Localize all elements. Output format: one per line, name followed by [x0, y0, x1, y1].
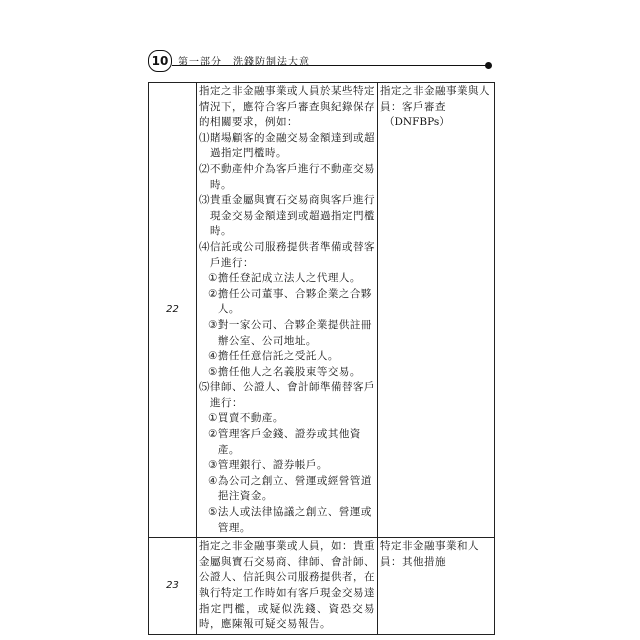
subitem-marker: ①: [208, 272, 218, 285]
item-text: 信託或公司服務提供者準備或替客戶進行：: [210, 240, 375, 269]
item-marker: ⑷: [199, 240, 210, 253]
category-text: 指定之非金融事業與人員：客戶審查: [380, 85, 490, 113]
requirement-subitem: [199, 349, 375, 365]
requirement-cell: [197, 538, 378, 635]
subitem-text: 法人或法律協議之創立、營運或管理。: [217, 506, 372, 534]
row-number: 23: [149, 538, 197, 635]
subitem-marker: ⑤: [208, 506, 218, 519]
subitem-marker: ④: [208, 350, 218, 363]
category-cell: [378, 538, 495, 635]
item-text: 律師、公證人、會計師準備替客戶進行：: [210, 381, 375, 409]
subitem-text: 對一家公司、合夥企業提供註冊辦公室、公司地址。: [217, 318, 372, 347]
table-row: [149, 538, 495, 635]
item-marker: ⑴: [199, 131, 210, 144]
requirement-item: [199, 162, 375, 193]
subitem-text: 買賣不動產。: [217, 412, 284, 425]
requirement-cell: [197, 83, 378, 538]
requirement-subitem: [199, 411, 375, 427]
page-header: [148, 50, 494, 72]
item-marker: ⑶: [199, 194, 210, 207]
subitem-marker: ②: [208, 287, 218, 300]
page-number: 10: [148, 50, 172, 72]
header-rule: [172, 65, 488, 66]
subitem-text: 擔任登記成立法人之代理人。: [217, 272, 361, 285]
requirement-intro: 指定之非金融事業或人員於某些特定情況下，應符合客戶審查與紀錄保存的相關要求，例如：: [199, 85, 375, 129]
requirement-item: [199, 193, 375, 240]
category-text: 特定非金融事業和人員：其他措施: [380, 540, 479, 568]
subitem-text: 擔任公司董事、合夥企業之合夥人。: [217, 287, 372, 316]
requirement-subitem: [199, 505, 375, 536]
subitem-marker: ①: [208, 412, 218, 425]
category-note: （DNFBPs）: [384, 116, 450, 129]
item-text: 賭場顧客的金融交易金額達到或超過指定門檻時。: [210, 131, 375, 160]
requirement-item: [199, 131, 375, 162]
requirement-intro: 指定之非金融事業或人員，如：貴重金屬與寶石交易商、律師、會計師、公證人、信託與公司服務提供者，在執行特定工作時如有客戶現金交易達指定門檻，或疑似洗錢、資恐交易時，應陳報可疑交易報告。: [199, 540, 375, 631]
requirement-item: [199, 380, 375, 411]
requirement-item: [199, 240, 375, 271]
item-text: 不動產仲介為客戶進行不動產交易時。: [210, 162, 375, 191]
regulation-table: [148, 82, 495, 635]
table-row: [149, 83, 495, 538]
subitem-marker: ③: [208, 459, 218, 472]
subitem-marker: ③: [208, 318, 218, 331]
subitem-marker: ④: [208, 474, 218, 487]
subitem-text: 擔任任意信託之受託人。: [217, 350, 339, 363]
subitem-text: 管理銀行、證券帳戶。: [217, 459, 328, 472]
subitem-marker: ⑤: [208, 365, 218, 378]
item-marker: ⑵: [199, 162, 210, 175]
running-title: 第一部分 洗錢防制法大意: [178, 57, 310, 68]
requirement-subitem: [199, 271, 375, 287]
header-dot-icon: [485, 62, 492, 69]
requirement-subitem: [199, 287, 375, 318]
requirement-subitem: [199, 318, 375, 349]
category-cell: [378, 83, 495, 538]
item-marker: ⑸: [199, 381, 210, 394]
subitem-text: 為公司之創立、營運或經營管道挹注資金。: [217, 474, 372, 503]
table-body: [149, 83, 495, 635]
subitem-text: 管理客戶金錢、證券或其他資產。: [217, 428, 361, 456]
requirement-subitem: [199, 365, 375, 381]
requirement-subitem: [199, 427, 375, 458]
requirement-subitem: [199, 458, 375, 474]
item-text: 貴重金屬與寶石交易商與客戶進行現金交易金額達到或超過指定門檻時。: [210, 194, 375, 238]
subitem-text: 擔任他人之名義股東等交易。: [217, 365, 361, 378]
subitem-marker: ②: [208, 428, 218, 441]
row-number: 22: [149, 83, 197, 538]
requirement-subitem: [199, 474, 375, 505]
